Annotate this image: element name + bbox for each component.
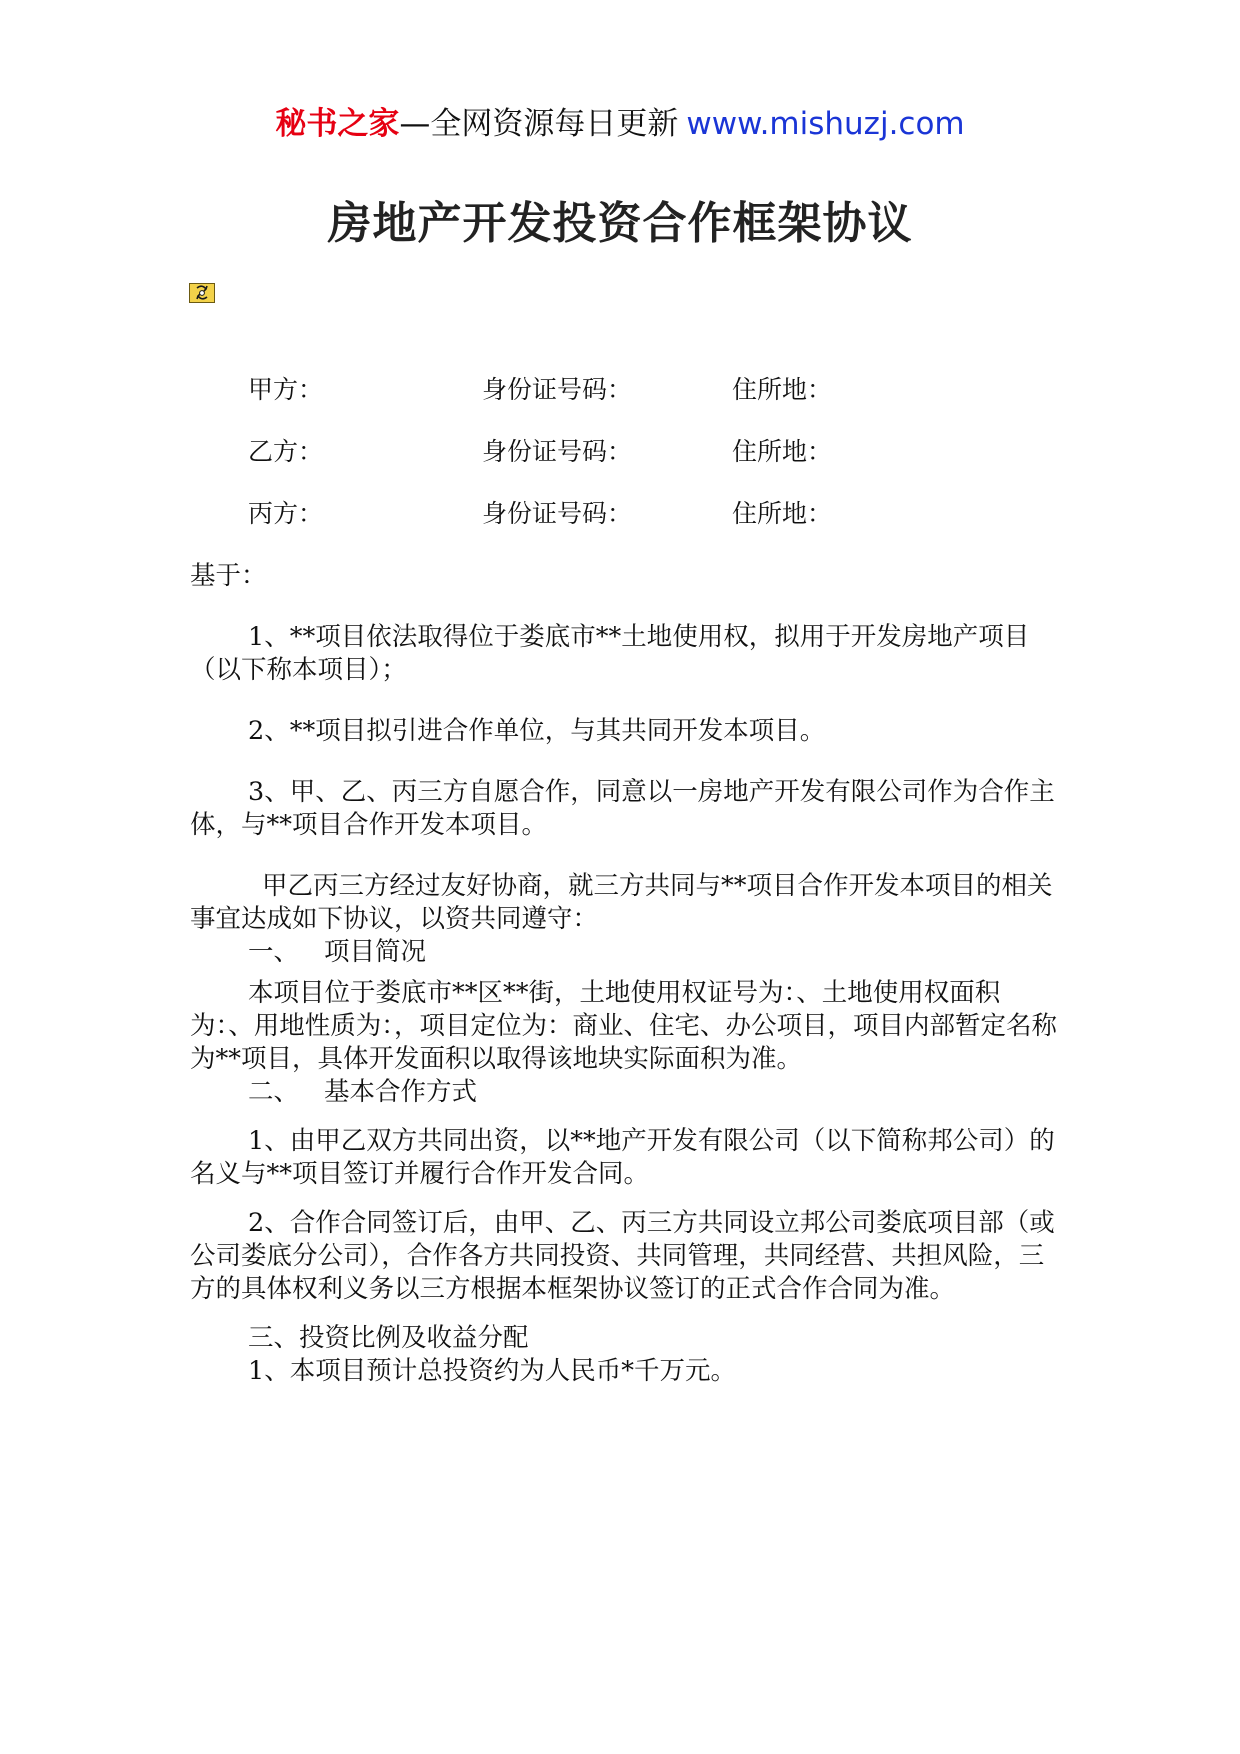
basis-item-3: 3、甲、乙、丙三方自愿合作，同意以一房地产开发有限公司作为合作主体，与**项目合作开发本项目。 xyxy=(190,777,1055,840)
section2-item-1: 1、由甲乙双方共同出资，以**地产开发有限公司（以下简称邦公司）的名义与**项目签订并履行合作开发合同。 xyxy=(190,1126,1055,1189)
party-role: 丙方： xyxy=(248,499,324,528)
party-address-label: 住所地： xyxy=(732,375,833,404)
section-heading xyxy=(190,936,1060,969)
basis-item-2: 2、**项目拟引进合作单位，与其共同开发本项目。 xyxy=(248,716,826,746)
brand-name: 秘书之家 xyxy=(275,106,400,142)
party-id-label: 身份证号码： xyxy=(482,499,633,528)
header-tagline: —全网资源每日更新 xyxy=(399,106,679,142)
section3-heading: 三、投资比例及收益分配 xyxy=(248,1323,529,1353)
basis-label: 基于： xyxy=(190,561,267,591)
section-number: 二、 xyxy=(248,1077,300,1107)
document-body xyxy=(190,560,1060,1388)
party-address-label: 住所地： xyxy=(732,437,833,466)
document-title: 房地产开发投资合作框架协议 xyxy=(327,198,913,249)
section-heading xyxy=(190,1076,1060,1109)
embedded-object-icon[interactable] xyxy=(189,283,215,303)
section-title: 项目简况 xyxy=(324,937,427,967)
party-address-label: 住所地： xyxy=(732,499,833,528)
party-role: 甲方： xyxy=(248,375,324,404)
header-banner xyxy=(0,104,1240,144)
party-row xyxy=(0,496,1240,558)
party-row xyxy=(0,434,1240,496)
section2-item-2: 2、合作合同签订后，由甲、乙、丙三方共同设立邦公司娄底项目部（或公司娄底分公司），合作各方共同投资、共同管理，共同经营、共担风险，三方的具体权利义务以三方根据本框架协议签订的正式合作合同为准。 xyxy=(190,1208,1055,1304)
agreement-intro: 甲乙丙三方经过友好协商，就三方共同与**项目合作开发本项目的相关事宜达成如下协议，以资共同遵守： xyxy=(190,871,1053,934)
site-url-link[interactable]: www.mishuzj.com xyxy=(686,106,965,142)
party-role: 乙方： xyxy=(248,437,324,466)
parties-block xyxy=(0,372,1240,558)
section1-body: 本项目位于娄底市**区**街，土地使用权证号为：、土地使用权面积为：、用地性质为：，项目定位为：商业、住宅、办公项目，项目内部暂定名称为**项目，具体开发面积以取得该地块实际面积为准。 xyxy=(190,978,1058,1074)
party-row xyxy=(0,372,1240,434)
section-title: 基本合作方式 xyxy=(324,1077,478,1107)
section3-item-1: 1、本项目预计总投资约为人民币*千万元。 xyxy=(248,1356,736,1386)
section-number: 一、 xyxy=(248,937,300,967)
party-id-label: 身份证号码： xyxy=(482,375,633,404)
party-id-label: 身份证号码： xyxy=(482,437,633,466)
basis-item-1: 1、**项目依法取得位于娄底市**土地使用权，拟用于开发房地产项目（以下称本项目）； xyxy=(190,622,1030,685)
